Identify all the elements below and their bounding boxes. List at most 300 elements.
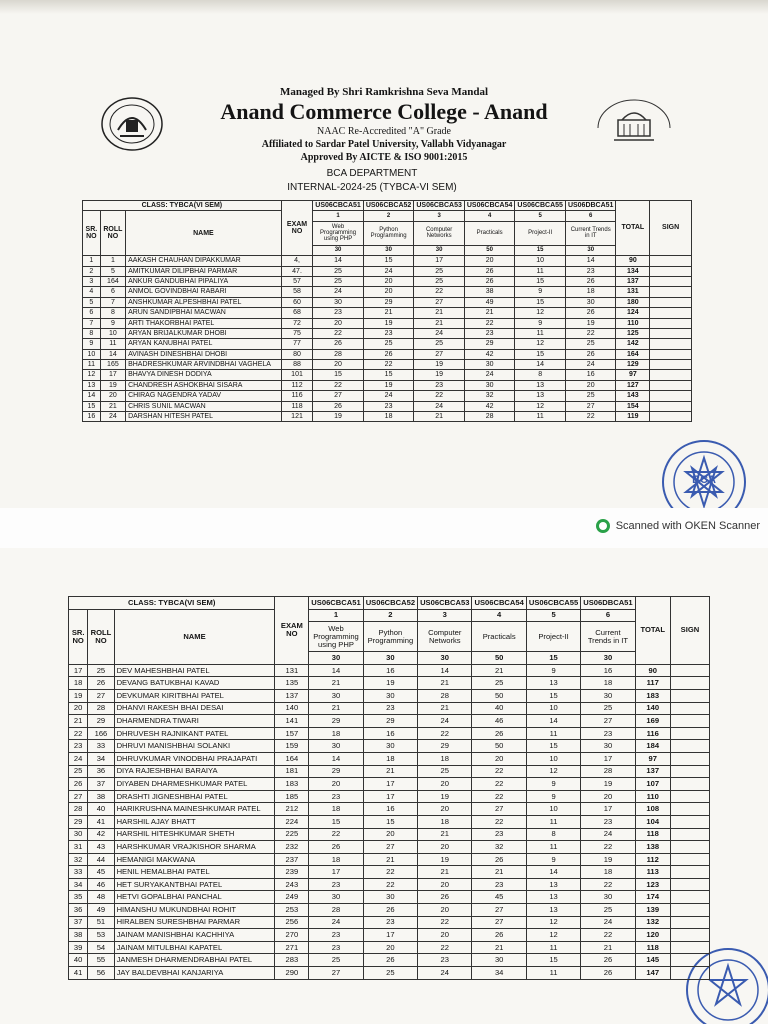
sr-cell: 2 [83, 266, 101, 276]
internal-heading: INTERNAL-2024-25 (TYBCA-VI SEM) [287, 182, 457, 193]
table-row [83, 318, 692, 328]
mark-cell: 22 [309, 828, 363, 841]
total-cell: 90 [616, 256, 650, 266]
mark-cell: 14 [313, 256, 364, 266]
mark-cell: 26 [313, 339, 364, 349]
name-cell: JAINAM MITULBHAI KAPATEL [114, 941, 275, 954]
header-total: TOTAL [616, 201, 650, 256]
mark-cell: 26 [418, 891, 472, 904]
mark-cell: 18 [363, 752, 417, 765]
sr-cell: 12 [83, 370, 101, 380]
subject-code: US06CBCA55 [515, 201, 566, 211]
table-row [69, 702, 710, 715]
sr-cell: 31 [69, 841, 88, 854]
mark-cell: 12 [515, 308, 566, 318]
mark-cell: 26 [363, 954, 417, 967]
mark-cell: 25 [581, 904, 635, 917]
mark-cell: 21 [472, 866, 526, 879]
table-row [69, 828, 710, 841]
total-cell: 137 [635, 765, 670, 778]
mark-cell: 26 [565, 308, 616, 318]
mark-cell: 25 [472, 677, 526, 690]
roll-cell: 7 [100, 297, 125, 307]
name-cell: CHANDRESH ASHOKBHAI SISARA [126, 380, 282, 390]
subject-code: US06CBCA51 [313, 201, 364, 211]
exam-cell: 183 [275, 778, 309, 791]
name-cell: HENIL HEMALBHAI PATEL [114, 866, 275, 879]
table-row [69, 941, 710, 954]
total-cell: 97 [635, 752, 670, 765]
mark-cell: 21 [363, 853, 417, 866]
mark-cell: 9 [526, 778, 580, 791]
subject-max: 50 [472, 652, 526, 665]
mark-cell: 30 [581, 891, 635, 904]
roll-cell: 26 [88, 677, 114, 690]
mark-cell: 10 [526, 752, 580, 765]
header-exam: EXAM NO [275, 597, 309, 665]
mark-cell: 12 [515, 339, 566, 349]
mark-cell: 21 [309, 702, 363, 715]
mark-cell: 15 [363, 256, 414, 266]
roll-cell: 42 [88, 828, 114, 841]
mark-cell: 17 [581, 752, 635, 765]
sr-cell: 20 [69, 702, 88, 715]
subject-code: US06CBCA53 [414, 201, 465, 211]
subject-num: 6 [581, 609, 635, 622]
college-title: Anand Commerce College - Anand [220, 99, 548, 124]
name-cell: DHARMENDRA TIWARI [114, 715, 275, 728]
mark-cell: 21 [363, 308, 414, 318]
roll-cell: 40 [88, 803, 114, 816]
mark-cell: 22 [414, 287, 465, 297]
subject-code: US06CBCA52 [363, 201, 414, 211]
table-row [69, 664, 710, 677]
exam-cell: 58 [281, 287, 313, 297]
table-row [69, 841, 710, 854]
table-row [69, 715, 710, 728]
mark-cell: 28 [313, 349, 364, 359]
roll-cell: 56 [88, 967, 114, 980]
sr-cell: 37 [69, 916, 88, 929]
roll-cell: 14 [100, 349, 125, 359]
table-row [69, 689, 710, 702]
mark-cell: 25 [565, 391, 616, 401]
mark-cell: 12 [526, 765, 580, 778]
mark-cell: 24 [309, 916, 363, 929]
sign-cell [650, 297, 692, 307]
header-exam: EXAM NO [281, 201, 313, 256]
subject-code: US06DBCA51 [581, 597, 635, 610]
mark-cell: 26 [363, 349, 414, 359]
table-row [69, 967, 710, 980]
name-cell: HIRALBEN SURESHBHAI PARMAR [114, 916, 275, 929]
mark-cell: 49 [464, 297, 515, 307]
mark-cell: 25 [414, 276, 465, 286]
mark-cell: 17 [414, 256, 465, 266]
table-row [69, 853, 710, 866]
mark-cell: 21 [414, 308, 465, 318]
total-cell: 180 [616, 297, 650, 307]
table-row [69, 765, 710, 778]
sign-cell [650, 276, 692, 286]
mark-cell: 27 [313, 391, 364, 401]
total-cell: 124 [616, 308, 650, 318]
sign-cell [670, 702, 709, 715]
sign-cell [670, 803, 709, 816]
sign-cell [670, 828, 709, 841]
subject-num: 4 [472, 609, 526, 622]
table-row [69, 752, 710, 765]
total-cell: 118 [635, 828, 670, 841]
mark-cell: 29 [418, 740, 472, 753]
subject-max: 30 [363, 245, 414, 255]
table-row [83, 308, 692, 318]
total-cell: 164 [616, 349, 650, 359]
mark-cell: 11 [526, 815, 580, 828]
name-cell: DIYA RAJESHBHAI BARAIYA [114, 765, 275, 778]
sign-cell [650, 349, 692, 359]
mark-cell: 30 [309, 740, 363, 753]
mark-cell: 13 [515, 380, 566, 390]
table-row [69, 891, 710, 904]
header-sr: SR. NO [83, 211, 101, 256]
table-row [83, 370, 692, 380]
name-cell: ANKUR GANDUBHAI PIPALIYA [126, 276, 282, 286]
mark-cell: 26 [581, 954, 635, 967]
mark-cell: 50 [472, 689, 526, 702]
mark-cell: 10 [526, 803, 580, 816]
mark-cell: 15 [515, 276, 566, 286]
table-row [69, 803, 710, 816]
sign-cell [650, 412, 692, 422]
roll-cell: 27 [88, 689, 114, 702]
mark-cell: 30 [464, 360, 515, 370]
sr-cell: 35 [69, 891, 88, 904]
mark-cell: 20 [418, 878, 472, 891]
exam-cell: 164 [275, 752, 309, 765]
table-row [69, 677, 710, 690]
sign-cell [650, 360, 692, 370]
sr-cell: 19 [69, 689, 88, 702]
name-cell: BHAVYA DINESH DODIYA [126, 370, 282, 380]
name-cell: DHRUVI MANISHBHAI SOLANKI [114, 740, 275, 753]
mark-cell: 10 [515, 256, 566, 266]
mark-cell: 30 [363, 689, 417, 702]
table-body [69, 664, 710, 979]
mark-cell: 21 [309, 677, 363, 690]
header-sign: SIGN [670, 597, 709, 665]
mark-cell: 13 [526, 891, 580, 904]
name-cell: HARSHKUMAR VRAJKISHOR SHARMA [114, 841, 275, 854]
mark-cell: 27 [309, 967, 363, 980]
mark-cell: 21 [418, 677, 472, 690]
exam-cell: 212 [275, 803, 309, 816]
exam-cell: 80 [281, 349, 313, 359]
mark-cell: 24 [363, 391, 414, 401]
subject-num: 3 [418, 609, 472, 622]
mark-cell: 46 [472, 715, 526, 728]
subject-code: US06CBCA53 [418, 597, 472, 610]
total-cell: 119 [616, 412, 650, 422]
sign-cell [670, 664, 709, 677]
mark-cell: 22 [363, 878, 417, 891]
mark-cell: 21 [418, 828, 472, 841]
mark-cell: 23 [464, 328, 515, 338]
subject-max: 30 [565, 245, 616, 255]
exam-cell: 271 [275, 941, 309, 954]
mark-cell: 21 [363, 765, 417, 778]
exam-cell: 101 [281, 370, 313, 380]
table-row [83, 328, 692, 338]
mark-cell: 15 [363, 370, 414, 380]
mark-cell: 12 [526, 916, 580, 929]
roll-cell: 29 [88, 715, 114, 728]
roll-cell: 28 [88, 702, 114, 715]
mark-cell: 18 [565, 287, 616, 297]
exam-cell: 232 [275, 841, 309, 854]
roll-cell: 49 [88, 904, 114, 917]
mark-cell: 9 [515, 318, 566, 328]
mark-cell: 24 [565, 360, 616, 370]
subject-name: Web Programming using PHP [309, 622, 363, 652]
mark-cell: 11 [515, 328, 566, 338]
name-cell: ARUN SANDIPBHAI MACWAN [126, 308, 282, 318]
sr-cell: 28 [69, 803, 88, 816]
mark-cell: 20 [581, 790, 635, 803]
mark-cell: 20 [418, 841, 472, 854]
roll-cell: 53 [88, 929, 114, 942]
exam-cell: 256 [275, 916, 309, 929]
sign-cell [650, 287, 692, 297]
subject-code: US06CBCA55 [526, 597, 580, 610]
total-cell: 154 [616, 401, 650, 411]
mark-cell: 11 [526, 727, 580, 740]
sign-cell [670, 765, 709, 778]
total-cell: 131 [616, 287, 650, 297]
mark-cell: 23 [363, 702, 417, 715]
table-row [69, 916, 710, 929]
mark-cell: 25 [414, 266, 465, 276]
scanned-page-1 [0, 0, 768, 508]
mark-cell: 28 [581, 765, 635, 778]
mark-cell: 17 [309, 866, 363, 879]
mark-cell: 14 [526, 866, 580, 879]
mark-cell: 30 [363, 740, 417, 753]
name-cell: HIMANSHU MUKUNDBHAI ROHIT [114, 904, 275, 917]
mark-cell: 20 [363, 828, 417, 841]
exam-cell: 181 [275, 765, 309, 778]
mark-cell: 22 [313, 328, 364, 338]
sign-cell [670, 715, 709, 728]
mark-cell: 27 [472, 904, 526, 917]
subject-max: 30 [363, 652, 417, 665]
name-cell: DEVANG BATUKBHAI KAVAD [114, 677, 275, 690]
subject-num: 5 [526, 609, 580, 622]
exam-cell: 249 [275, 891, 309, 904]
subject-num: 1 [309, 609, 363, 622]
total-cell: 138 [635, 841, 670, 854]
subject-max: 50 [464, 245, 515, 255]
total-cell: 132 [635, 916, 670, 929]
total-cell: 123 [635, 878, 670, 891]
mark-cell: 18 [418, 752, 472, 765]
mark-cell: 14 [309, 664, 363, 677]
scanner-label: Scanned with OKEN Scanner [615, 520, 760, 532]
sr-cell: 40 [69, 954, 88, 967]
mark-cell: 19 [414, 370, 465, 380]
mark-cell: 24 [363, 266, 414, 276]
name-cell: JAINAM MANISHBHAI KACHHIYA [114, 929, 275, 942]
mark-cell: 13 [515, 391, 566, 401]
mark-cell: 19 [363, 677, 417, 690]
mark-cell: 23 [313, 308, 364, 318]
mark-cell: 29 [363, 297, 414, 307]
table-row [69, 740, 710, 753]
name-cell: DHRUVESH RAJNIKANT PATEL [114, 727, 275, 740]
table-row [69, 727, 710, 740]
mark-cell: 28 [418, 689, 472, 702]
exam-cell: 112 [281, 380, 313, 390]
name-cell: HET SURYAKANTBHAI PATEL [114, 878, 275, 891]
name-cell: HARIKRUSHNA MAINESHKUMAR PATEL [114, 803, 275, 816]
mark-cell: 30 [472, 954, 526, 967]
exam-cell: 243 [275, 878, 309, 891]
mark-cell: 15 [309, 815, 363, 828]
table-row [83, 349, 692, 359]
roll-cell: 165 [100, 360, 125, 370]
mark-cell: 9 [515, 287, 566, 297]
sr-cell: 38 [69, 929, 88, 942]
table-row [69, 790, 710, 803]
exam-cell: 88 [281, 360, 313, 370]
mark-cell: 23 [472, 828, 526, 841]
mark-cell: 23 [309, 941, 363, 954]
table-row [69, 815, 710, 828]
mark-cell: 30 [309, 891, 363, 904]
mark-cell: 20 [418, 929, 472, 942]
roll-cell: 24 [100, 412, 125, 422]
exam-cell: 290 [275, 967, 309, 980]
sr-cell: 15 [83, 401, 101, 411]
subject-max: 30 [313, 245, 364, 255]
table-row [83, 339, 692, 349]
mark-cell: 22 [414, 391, 465, 401]
mark-cell: 17 [363, 778, 417, 791]
subject-code: US06CBCA54 [472, 597, 526, 610]
subject-name: Computer Networks [414, 221, 465, 245]
mark-cell: 42 [464, 401, 515, 411]
mark-cell: 15 [526, 954, 580, 967]
mark-cell: 15 [526, 689, 580, 702]
roll-cell: 21 [100, 401, 125, 411]
sr-cell: 33 [69, 866, 88, 879]
sign-cell [670, 929, 709, 942]
mark-cell: 25 [565, 339, 616, 349]
name-cell: HARSHIL HITESHKUMAR SHETH [114, 828, 275, 841]
mark-cell: 25 [313, 276, 364, 286]
mark-cell: 27 [565, 401, 616, 411]
mark-cell: 22 [565, 328, 616, 338]
total-cell: 134 [616, 266, 650, 276]
table-row [69, 878, 710, 891]
total-cell: 113 [635, 866, 670, 879]
sr-cell: 4 [83, 287, 101, 297]
total-cell: 143 [616, 391, 650, 401]
roll-cell: 43 [88, 841, 114, 854]
mark-cell: 14 [309, 752, 363, 765]
name-cell: HETVI GOPALBHAI PANCHAL [114, 891, 275, 904]
total-cell: 110 [616, 318, 650, 328]
seva-mandal-logo-icon [588, 98, 680, 154]
mark-cell: 24 [414, 401, 465, 411]
name-cell: ARYAN BRIJALKUMAR DHOBI [126, 328, 282, 338]
subject-code: US06DBCA51 [565, 201, 616, 211]
mark-cell: 22 [418, 941, 472, 954]
mark-cell: 18 [363, 412, 414, 422]
sr-cell: 24 [69, 752, 88, 765]
name-cell: CHRIS SUNIL MACWAN [126, 401, 282, 411]
total-cell: 117 [635, 677, 670, 690]
mark-cell: 27 [414, 349, 465, 359]
total-cell: 169 [635, 715, 670, 728]
mark-cell: 27 [472, 916, 526, 929]
name-cell: JANMESH DHARMENDRABHAI PATEL [114, 954, 275, 967]
name-cell: HEMANIGI MAKWANA [114, 853, 275, 866]
header-sign: SIGN [650, 201, 692, 256]
subject-num: 2 [363, 609, 417, 622]
page-edge-shadow [0, 0, 768, 14]
mark-cell: 23 [363, 916, 417, 929]
sign-cell [650, 401, 692, 411]
exam-cell: 237 [275, 853, 309, 866]
name-cell: ARTI THAKORBHAI PATEL [126, 318, 282, 328]
sign-cell [670, 790, 709, 803]
sr-cell: 6 [83, 308, 101, 318]
sign-cell [650, 256, 692, 266]
sign-cell [670, 778, 709, 791]
mark-cell: 23 [418, 954, 472, 967]
mark-cell: 26 [472, 727, 526, 740]
roll-cell: 48 [88, 891, 114, 904]
subject-num: 4 [464, 211, 515, 221]
sr-cell: 7 [83, 318, 101, 328]
approval-line: Approved By AICTE & ISO 9001:2015 [300, 152, 468, 163]
subject-name: Practicals [472, 622, 526, 652]
sign-cell [670, 752, 709, 765]
mark-cell: 22 [418, 916, 472, 929]
sr-cell: 5 [83, 297, 101, 307]
header-sr: SR. NO [69, 609, 88, 664]
table-row [69, 954, 710, 967]
roll-cell: 166 [88, 727, 114, 740]
total-cell: 139 [635, 904, 670, 917]
mark-cell: 32 [464, 391, 515, 401]
exam-cell: 159 [275, 740, 309, 753]
exam-cell: 225 [275, 828, 309, 841]
sr-cell: 10 [83, 349, 101, 359]
subject-name: Current Trends in IT [565, 221, 616, 245]
sign-cell [670, 740, 709, 753]
sr-cell: 23 [69, 740, 88, 753]
header-name: NAME [126, 211, 282, 256]
roll-cell: 37 [88, 778, 114, 791]
mark-cell: 13 [526, 677, 580, 690]
roll-cell: 25 [88, 664, 114, 677]
roll-cell: 9 [100, 318, 125, 328]
mark-cell: 24 [418, 967, 472, 980]
sr-cell: 25 [69, 765, 88, 778]
sr-cell: 8 [83, 328, 101, 338]
